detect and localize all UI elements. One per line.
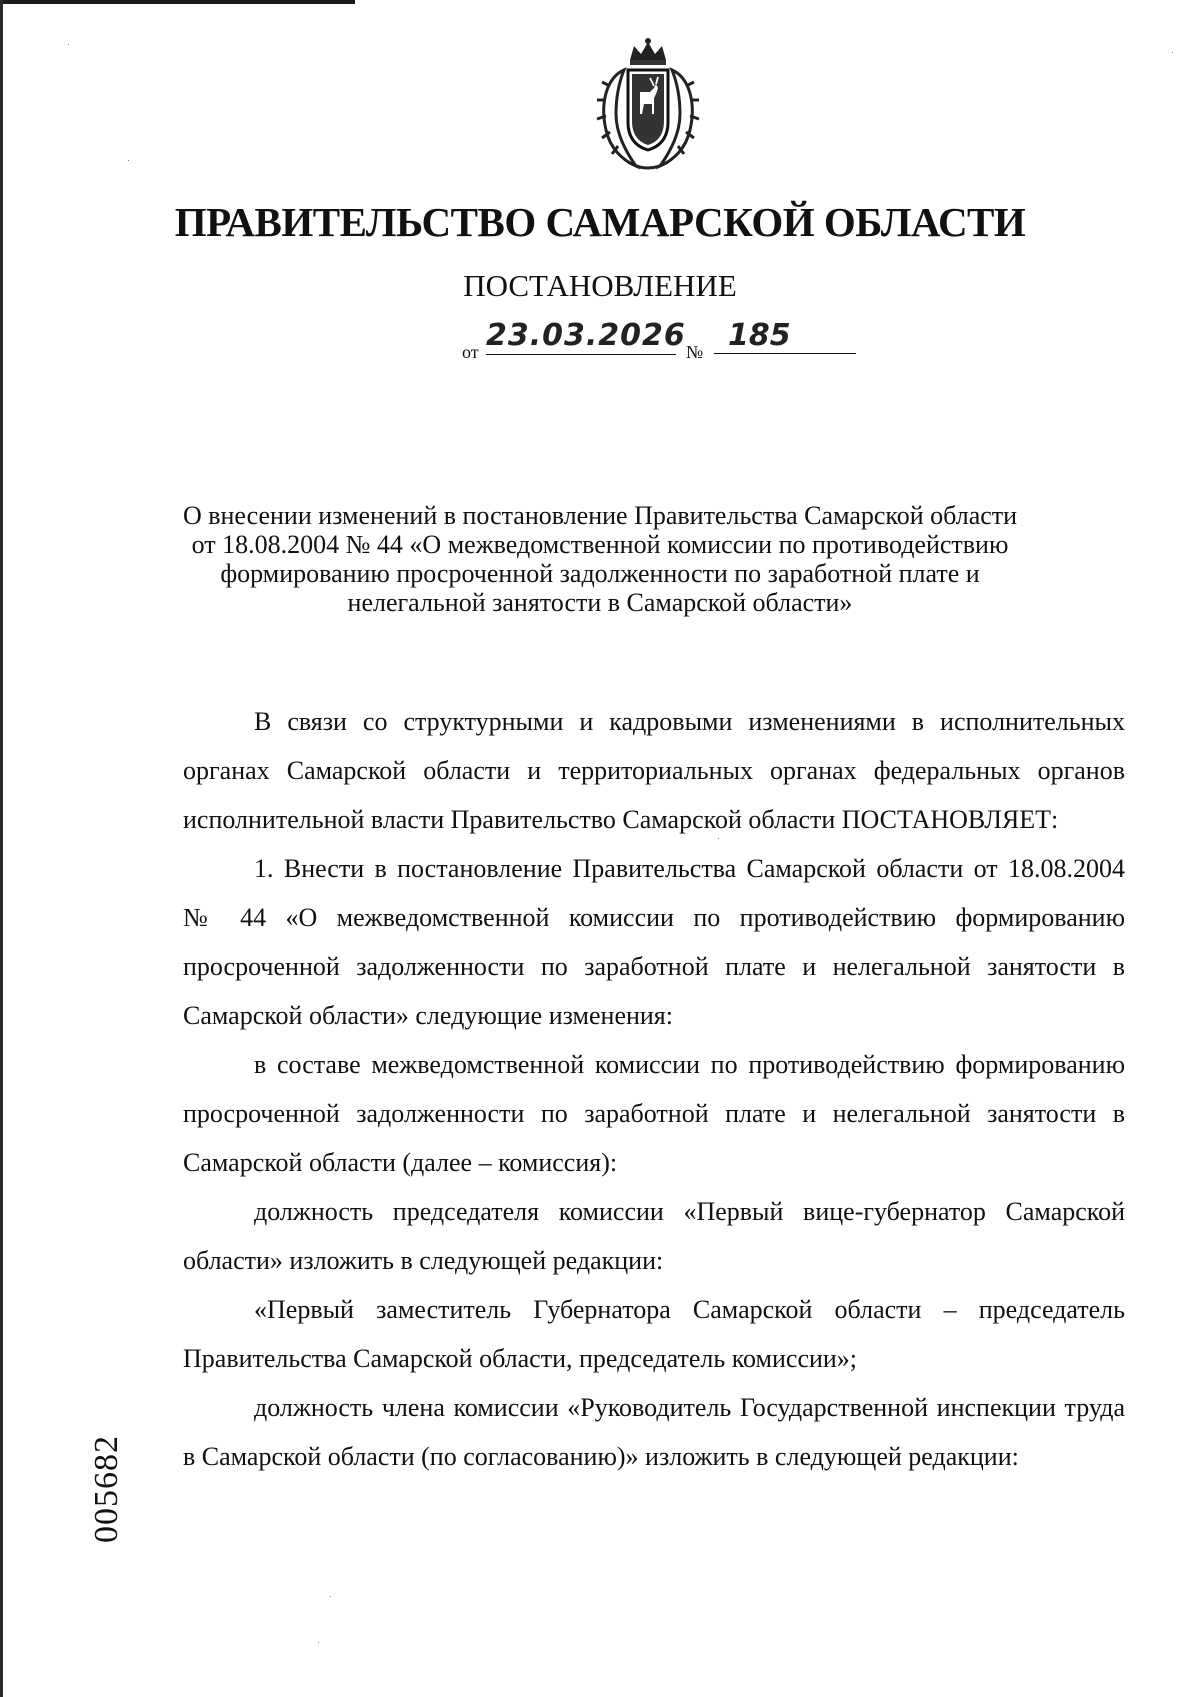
document-body: [183, 697, 1125, 1481]
date-label: от: [462, 342, 479, 362]
body-paragraph: «Первый заместитель Губернатора Самарской области – председатель Правительства Самарской области, председатель комиссии»;: [183, 1295, 1125, 1373]
body-paragraph: В связи со структурными и кадровыми изменениями в исполнительных органах Самарской области и территориальных органах федеральных органов исполнительной власти Правительство Самарской области ПОСТАНОВЛЯЕТ:: [183, 707, 1125, 834]
scan-speck: [1172, 52, 1173, 53]
document-subject: [160, 501, 1040, 617]
body-paragraph: 1. Внести в постановление Правительства Самарской области от 18.08.2004 № 44 «О межведомственной комиссии по противодействию формированию просроченной задолженности по заработной плате и нелегальной занятости в Самарской области» следующие изменения:: [183, 854, 1125, 1030]
body-paragraph: должность члена комиссии «Руководитель Государственной инспекции труда в Самарской области (по согласованию)» изложить в следующей редакции:: [183, 1393, 1125, 1471]
document-date: 23.03.2026: [486, 318, 686, 353]
subject-line: от 18.08.2004 № 44 «О межведомственной комиссии по противодействию: [191, 530, 1009, 559]
subject-line: О внесении изменений в постановление Правительства Самарской области: [182, 501, 1018, 530]
document-number: 185: [714, 318, 856, 354]
scan-speck: [128, 160, 129, 161]
scan-speck: [68, 44, 69, 45]
organization-title: ПРАВИТЕЛЬСТВО САМАРСКОЙ ОБЛАСТИ: [174, 199, 1026, 245]
scan-speck: [318, 1642, 319, 1643]
number-label: №: [686, 342, 704, 362]
document-type: ПОСТАНОВЛЕНИЕ: [463, 268, 737, 303]
coat-of-arms-emblem: [592, 34, 704, 174]
subject-line: формированию просроченной задолженности по заработной плате и: [220, 559, 980, 588]
body-paragraph: в составе межведомственной комиссии по противодействию формированию просроченной задолженности по заработной плате и нелегальной занятости в Самарской области (далее – комиссия):: [183, 1050, 1125, 1177]
scan-border-left: [0, 0, 3, 1697]
scan-speck: [330, 1596, 331, 1597]
body-paragraph: должность председателя комиссии «Первый вице-губернатор Самарской области» изложить в следующей редакции:: [183, 1197, 1125, 1275]
scan-border-top: [0, 0, 355, 4]
subject-line: нелегальной занятости в Самарской области»: [347, 588, 853, 617]
date-number-line: [458, 318, 858, 362]
side-serial-number: 005682: [88, 1435, 125, 1543]
